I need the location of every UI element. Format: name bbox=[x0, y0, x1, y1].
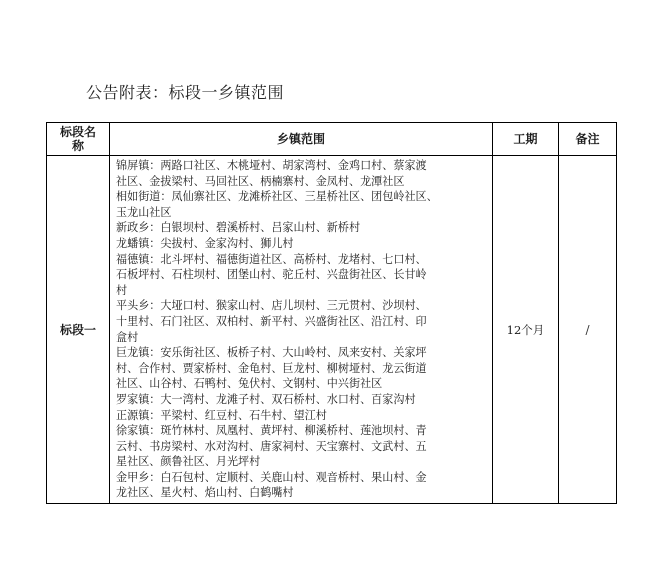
header-scope: 乡镇范围 bbox=[110, 123, 493, 156]
scope-cell bbox=[110, 156, 493, 504]
scope-line: 徐家镇：斑竹林村、凤凰村、黄坪村、柳溪桥村、莲池坝村、青 bbox=[116, 424, 427, 438]
scope-line: 巨龙镇：安乐街社区、板桥子村、大山岭村、凤来安村、关家坪 bbox=[116, 346, 427, 360]
scope-line: 云村、书房梁村、水对沟村、唐家祠村、天宝寨村、文武村、五 bbox=[116, 439, 427, 453]
scope-line: 正源镇：平梁村、红豆村、石牛村、望江村 bbox=[116, 408, 327, 422]
scope-line: 龙社区、星火村、焰山村、白鹤嘴村 bbox=[116, 486, 294, 500]
scope-line: 十里村、石门社区、双柏村、新平村、兴盛街社区、沿江村、印 bbox=[116, 314, 427, 328]
scope-line: 星社区、颜鲁社区、月光坪村 bbox=[116, 455, 261, 469]
note-cell: / bbox=[559, 156, 617, 504]
table-row bbox=[47, 156, 617, 504]
scope-line: 社区、金拔梁村、马回社区、柄楠寨村、金凤村、龙潭社区 bbox=[116, 174, 405, 188]
period-cell: 12个月 bbox=[493, 156, 559, 504]
document-title: 公告附表：标段一乡镇范围 bbox=[86, 83, 285, 102]
scope-line: 罗家镇：大一湾村、龙滩子村、双石桥村、水口村、百家沟村 bbox=[116, 392, 416, 406]
scope-line: 盒村 bbox=[116, 330, 139, 344]
scope-table bbox=[46, 122, 617, 504]
scope-line: 玉龙山社区 bbox=[116, 205, 172, 219]
scope-line: 村、合作村、贾家桥村、金龟村、巨龙村、柳树垭村、龙云街道 bbox=[116, 361, 427, 375]
header-note: 备注 bbox=[559, 123, 617, 156]
scope-line: 村 bbox=[116, 283, 128, 297]
scope-line: 石板坪村、石柱坝村、团堡山村、驼丘村、兴盘街社区、长甘岭 bbox=[116, 268, 427, 282]
table-header-row bbox=[47, 123, 617, 156]
header-section-name: 标段名称 bbox=[47, 123, 110, 156]
scope-line: 龙蟠镇：尖拔村、金家沟村、狮儿村 bbox=[116, 236, 294, 250]
section-name-cell: 标段一 bbox=[47, 156, 110, 504]
scope-line: 福德镇：北斗坪村、福德街道社区、高桥村、龙堵村、七口村、 bbox=[116, 252, 427, 266]
scope-line: 新政乡：白银坝村、碧溪桥村、吕家山村、新桥村 bbox=[116, 221, 361, 235]
scope-line: 锦屏镇：两路口社区、木桃垭村、胡家湾村、金鸡口村、蔡家渡 bbox=[116, 159, 427, 172]
scope-line: 社区、山谷村、石鸭村、兔伏村、文钢村、中兴街社区 bbox=[116, 377, 383, 391]
scope-lines bbox=[116, 158, 486, 501]
header-period: 工期 bbox=[493, 123, 559, 156]
scope-line: 平头乡：大垭口村、猴家山村、店儿坝村、三元贯村、沙坝村、 bbox=[116, 299, 427, 313]
scope-line: 相如街道：凤仙寨社区、龙滩桥社区、三星桥社区、团包岭社区、 bbox=[116, 190, 438, 204]
scope-line: 金甲乡：白石包村、定顺村、关鹿山村、观音桥村、果山村、金 bbox=[116, 470, 427, 484]
